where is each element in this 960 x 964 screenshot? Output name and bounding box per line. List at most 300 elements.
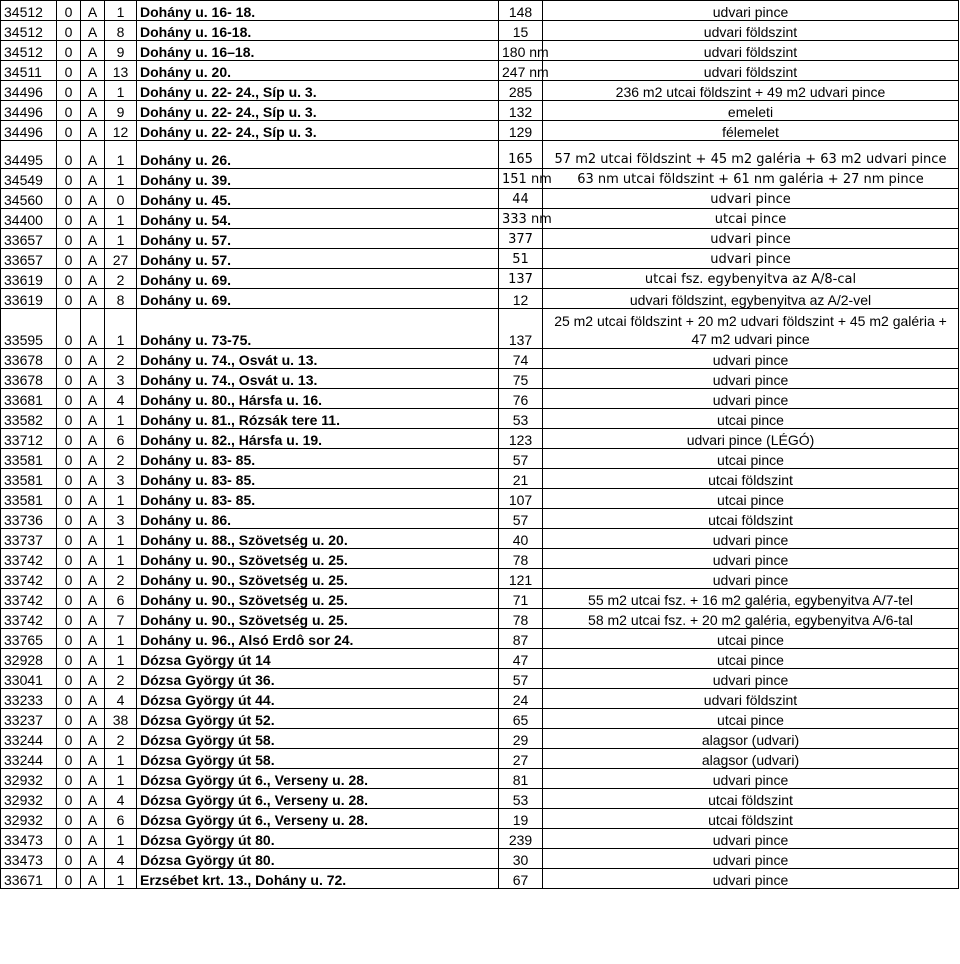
cell-id: 33678 [1, 349, 57, 369]
cell-address: Dohány u. 90., Szövetség u. 25. [137, 609, 499, 629]
cell-id: 33581 [1, 469, 57, 489]
table-row [1, 669, 959, 689]
cell-t: A [81, 669, 105, 689]
cell-id: 32932 [1, 769, 57, 789]
cell-desc: utcai pince [543, 209, 959, 229]
table-row [1, 309, 959, 349]
cell-desc: udvari földszint [543, 61, 959, 81]
cell-address: Dohány u. 69. [137, 269, 499, 289]
table-row [1, 449, 959, 469]
cell-address: Dohány u. 16–18. [137, 41, 499, 61]
cell-address: Dohány u. 54. [137, 209, 499, 229]
cell-z: 0 [57, 121, 81, 141]
cell-area: 27 [499, 749, 543, 769]
cell-address: Dohány u. 22- 24., Síp u. 3. [137, 121, 499, 141]
cell-z: 0 [57, 41, 81, 61]
cell-area: 47 [499, 649, 543, 669]
table-row [1, 689, 959, 709]
cell-z: 0 [57, 509, 81, 529]
cell-id: 33737 [1, 529, 57, 549]
cell-t: A [81, 141, 105, 169]
cell-t: A [81, 101, 105, 121]
table-row [1, 61, 959, 81]
cell-address: Dohány u. 74., Osvát u. 13. [137, 349, 499, 369]
cell-id: 33657 [1, 249, 57, 269]
cell-address: Dózsa György út 6., Verseny u. 28. [137, 769, 499, 789]
cell-n: 3 [105, 509, 137, 529]
cell-address: Dohány u. 57. [137, 229, 499, 249]
cell-id: 33678 [1, 369, 57, 389]
cell-n: 1 [105, 141, 137, 169]
cell-z: 0 [57, 169, 81, 189]
cell-address: Dózsa György út 14 [137, 649, 499, 669]
cell-n: 12 [105, 121, 137, 141]
cell-n: 38 [105, 709, 137, 729]
cell-t: A [81, 809, 105, 829]
cell-z: 0 [57, 249, 81, 269]
cell-address: Dózsa György út 6., Verseny u. 28. [137, 809, 499, 829]
table-row [1, 489, 959, 509]
cell-area: 15 [499, 21, 543, 41]
cell-id: 34496 [1, 121, 57, 141]
cell-desc: 63 nm utcai földszint + 61 nm galéria + 27 nm pince [543, 169, 959, 189]
cell-z: 0 [57, 81, 81, 101]
table-row [1, 121, 959, 141]
table-row [1, 289, 959, 309]
cell-area: 12 [499, 289, 543, 309]
cell-desc: 236 m2 utcai földszint + 49 m2 udvari pince [543, 81, 959, 101]
cell-t: A [81, 849, 105, 869]
cell-address: Dohány u. 74., Osvát u. 13. [137, 369, 499, 389]
cell-n: 9 [105, 41, 137, 61]
table-row [1, 141, 959, 169]
cell-desc: utcai földszint [543, 789, 959, 809]
cell-address: Dohány u. 96., Alsó Erdô sor 24. [137, 629, 499, 649]
table-row [1, 41, 959, 61]
cell-area: 151 nm [499, 169, 543, 189]
cell-id: 33619 [1, 269, 57, 289]
table-row [1, 249, 959, 269]
cell-area: 30 [499, 849, 543, 869]
table-row [1, 169, 959, 189]
cell-z: 0 [57, 469, 81, 489]
cell-area: 71 [499, 589, 543, 609]
cell-address: Dohány u. 90., Szövetség u. 25. [137, 569, 499, 589]
cell-z: 0 [57, 229, 81, 249]
cell-n: 1 [105, 869, 137, 889]
table-row [1, 1, 959, 21]
cell-n: 1 [105, 769, 137, 789]
cell-desc: udvari pince [543, 229, 959, 249]
cell-t: A [81, 649, 105, 669]
table-row [1, 629, 959, 649]
cell-desc: udvari pince [543, 849, 959, 869]
cell-desc: utcai pince [543, 649, 959, 669]
cell-id: 33237 [1, 709, 57, 729]
cell-n: 13 [105, 61, 137, 81]
cell-t: A [81, 629, 105, 649]
cell-area: 44 [499, 189, 543, 209]
table-row [1, 789, 959, 809]
cell-t: A [81, 869, 105, 889]
table-row [1, 369, 959, 389]
cell-area: 53 [499, 409, 543, 429]
cell-desc: 25 m2 utcai földszint + 20 m2 udvari földszint + 45 m2 galéria + 47 m2 udvari pince [543, 309, 959, 349]
cell-z: 0 [57, 809, 81, 829]
cell-id: 34496 [1, 101, 57, 121]
cell-id: 33765 [1, 629, 57, 649]
cell-n: 2 [105, 669, 137, 689]
cell-area: 107 [499, 489, 543, 509]
cell-n: 1 [105, 409, 137, 429]
cell-n: 2 [105, 569, 137, 589]
cell-area: 76 [499, 389, 543, 409]
cell-id: 34560 [1, 189, 57, 209]
cell-n: 3 [105, 369, 137, 389]
cell-z: 0 [57, 409, 81, 429]
cell-address: Dózsa György út 6., Verseny u. 28. [137, 789, 499, 809]
cell-z: 0 [57, 369, 81, 389]
cell-desc: udvari földszint [543, 41, 959, 61]
cell-address: Dohány u. 83- 85. [137, 489, 499, 509]
cell-z: 0 [57, 729, 81, 749]
cell-t: A [81, 389, 105, 409]
cell-z: 0 [57, 489, 81, 509]
cell-desc: utcai pince [543, 629, 959, 649]
cell-id: 33582 [1, 409, 57, 429]
cell-id: 33581 [1, 449, 57, 469]
cell-area: 247 nm [499, 61, 543, 81]
cell-address: Dohány u. 88., Szövetség u. 20. [137, 529, 499, 549]
cell-desc: udvari pince [543, 829, 959, 849]
cell-t: A [81, 689, 105, 709]
cell-t: A [81, 709, 105, 729]
cell-area: 239 [499, 829, 543, 849]
cell-id: 32932 [1, 789, 57, 809]
cell-z: 0 [57, 101, 81, 121]
cell-n: 4 [105, 849, 137, 869]
cell-id: 33473 [1, 849, 57, 869]
cell-z: 0 [57, 749, 81, 769]
cell-z: 0 [57, 309, 81, 349]
table-row [1, 101, 959, 121]
table-row [1, 849, 959, 869]
cell-id: 34512 [1, 1, 57, 21]
cell-desc: udvari pince [543, 669, 959, 689]
cell-z: 0 [57, 429, 81, 449]
cell-id: 34512 [1, 21, 57, 41]
cell-address: Dohány u. 39. [137, 169, 499, 189]
cell-z: 0 [57, 141, 81, 169]
cell-n: 1 [105, 229, 137, 249]
cell-n: 1 [105, 81, 137, 101]
cell-area: 21 [499, 469, 543, 489]
cell-address: Dohány u. 69. [137, 289, 499, 309]
cell-t: A [81, 509, 105, 529]
cell-n: 0 [105, 189, 137, 209]
cell-desc: udvari pince [543, 249, 959, 269]
cell-desc: udvari pince [543, 869, 959, 889]
cell-t: A [81, 729, 105, 749]
cell-desc: udvari pince (LÉGÓ) [543, 429, 959, 449]
cell-area: 148 [499, 1, 543, 21]
cell-desc: 58 m2 utcai fsz. + 20 m2 galéria, egybenyitva A/6-tal [543, 609, 959, 629]
cell-n: 2 [105, 449, 137, 469]
cell-desc: udvari pince [543, 569, 959, 589]
cell-desc: 57 m2 utcai földszint + 45 m2 galéria + 63 m2 udvari pince [543, 141, 959, 169]
cell-id: 33619 [1, 289, 57, 309]
table-row [1, 81, 959, 101]
cell-n: 4 [105, 389, 137, 409]
table-row [1, 229, 959, 249]
cell-z: 0 [57, 349, 81, 369]
cell-address: Dohány u. 26. [137, 141, 499, 169]
cell-id: 33041 [1, 669, 57, 689]
cell-n: 8 [105, 21, 137, 41]
cell-desc: udvari földszint, egybenyitva az A/2-vel [543, 289, 959, 309]
table-row [1, 729, 959, 749]
cell-address: Dohány u. 57. [137, 249, 499, 269]
cell-area: 40 [499, 529, 543, 549]
cell-id: 33712 [1, 429, 57, 449]
cell-z: 0 [57, 549, 81, 569]
cell-n: 1 [105, 629, 137, 649]
cell-desc: udvari pince [543, 349, 959, 369]
cell-address: Dózsa György út 58. [137, 749, 499, 769]
cell-address: Dohány u. 90., Szövetség u. 25. [137, 589, 499, 609]
cell-address: Dózsa György út 44. [137, 689, 499, 709]
cell-area: 87 [499, 629, 543, 649]
cell-t: A [81, 549, 105, 569]
cell-z: 0 [57, 769, 81, 789]
table-row [1, 549, 959, 569]
cell-address: Dohány u. 16-18. [137, 21, 499, 41]
cell-address: Dohány u. 16- 18. [137, 1, 499, 21]
cell-t: A [81, 369, 105, 389]
cell-t: A [81, 41, 105, 61]
cell-z: 0 [57, 609, 81, 629]
cell-area: 19 [499, 809, 543, 829]
cell-id: 33657 [1, 229, 57, 249]
cell-id: 34400 [1, 209, 57, 229]
cell-n: 1 [105, 529, 137, 549]
cell-z: 0 [57, 209, 81, 229]
cell-n: 2 [105, 269, 137, 289]
cell-n: 1 [105, 1, 137, 21]
cell-id: 33736 [1, 509, 57, 529]
cell-n: 6 [105, 429, 137, 449]
table-row [1, 509, 959, 529]
cell-desc: utcai földszint [543, 809, 959, 829]
cell-area: 53 [499, 789, 543, 809]
cell-n: 4 [105, 789, 137, 809]
cell-t: A [81, 121, 105, 141]
cell-address: Dohány u. 83- 85. [137, 449, 499, 469]
cell-desc: alagsor (udvari) [543, 729, 959, 749]
cell-t: A [81, 429, 105, 449]
cell-area: 180 nm [499, 41, 543, 61]
cell-area: 57 [499, 449, 543, 469]
cell-t: A [81, 409, 105, 429]
cell-address: Dózsa György út 58. [137, 729, 499, 749]
cell-t: A [81, 1, 105, 21]
cell-t: A [81, 209, 105, 229]
cell-n: 1 [105, 209, 137, 229]
cell-id: 33742 [1, 569, 57, 589]
cell-desc: udvari pince [543, 529, 959, 549]
cell-area: 24 [499, 689, 543, 709]
cell-t: A [81, 609, 105, 629]
cell-desc: 55 m2 utcai fsz. + 16 m2 galéria, egybenyitva A/7-tel [543, 589, 959, 609]
cell-address: Dohány u. 45. [137, 189, 499, 209]
table-row [1, 749, 959, 769]
cell-z: 0 [57, 849, 81, 869]
cell-z: 0 [57, 649, 81, 669]
cell-area: 137 [499, 309, 543, 349]
cell-area: 74 [499, 349, 543, 369]
cell-t: A [81, 21, 105, 41]
cell-address: Dohány u. 80., Hársfa u. 16. [137, 389, 499, 409]
cell-address: Dohány u. 20. [137, 61, 499, 81]
table-row [1, 409, 959, 429]
cell-id: 34495 [1, 141, 57, 169]
cell-desc: félemelet [543, 121, 959, 141]
cell-area: 65 [499, 709, 543, 729]
cell-z: 0 [57, 689, 81, 709]
cell-id: 33244 [1, 729, 57, 749]
cell-address: Dózsa György út 36. [137, 669, 499, 689]
cell-desc: utcai pince [543, 449, 959, 469]
cell-desc: udvari pince [543, 369, 959, 389]
cell-address: Dohány u. 81., Rózsák tere 11. [137, 409, 499, 429]
cell-area: 137 [499, 269, 543, 289]
cell-n: 1 [105, 549, 137, 569]
cell-id: 34512 [1, 41, 57, 61]
table-row [1, 709, 959, 729]
cell-n: 4 [105, 689, 137, 709]
cell-t: A [81, 81, 105, 101]
cell-z: 0 [57, 1, 81, 21]
cell-id: 34549 [1, 169, 57, 189]
table-row [1, 569, 959, 589]
table-row [1, 769, 959, 789]
table-row [1, 209, 959, 229]
cell-n: 2 [105, 349, 137, 369]
cell-id: 33742 [1, 589, 57, 609]
cell-z: 0 [57, 529, 81, 549]
cell-n: 8 [105, 289, 137, 309]
cell-t: A [81, 749, 105, 769]
cell-t: A [81, 169, 105, 189]
cell-desc: utcai földszint [543, 509, 959, 529]
cell-desc: utcai pince [543, 409, 959, 429]
cell-z: 0 [57, 589, 81, 609]
cell-area: 75 [499, 369, 543, 389]
cell-z: 0 [57, 189, 81, 209]
cell-t: A [81, 769, 105, 789]
cell-n: 27 [105, 249, 137, 269]
cell-id: 33742 [1, 549, 57, 569]
cell-n: 7 [105, 609, 137, 629]
cell-n: 1 [105, 829, 137, 849]
cell-area: 132 [499, 101, 543, 121]
cell-id: 33742 [1, 609, 57, 629]
cell-address: Dohány u. 73-75. [137, 309, 499, 349]
table-body [1, 1, 959, 889]
cell-n: 1 [105, 309, 137, 349]
cell-z: 0 [57, 829, 81, 849]
cell-z: 0 [57, 569, 81, 589]
cell-n: 3 [105, 469, 137, 489]
cell-area: 285 [499, 81, 543, 101]
cell-area: 78 [499, 609, 543, 629]
cell-area: 29 [499, 729, 543, 749]
cell-desc: utcai földszint [543, 469, 959, 489]
cell-address: Dohány u. 86. [137, 509, 499, 529]
cell-t: A [81, 349, 105, 369]
cell-area: 165 [499, 141, 543, 169]
cell-address: Dohány u. 90., Szövetség u. 25. [137, 549, 499, 569]
cell-area: 81 [499, 769, 543, 789]
table-row [1, 21, 959, 41]
cell-id: 33681 [1, 389, 57, 409]
cell-id: 32928 [1, 649, 57, 669]
cell-z: 0 [57, 389, 81, 409]
table-row [1, 429, 959, 449]
cell-z: 0 [57, 61, 81, 81]
table-row [1, 589, 959, 609]
cell-id: 34511 [1, 61, 57, 81]
cell-z: 0 [57, 269, 81, 289]
cell-z: 0 [57, 669, 81, 689]
cell-address: Dohány u. 82., Hársfa u. 19. [137, 429, 499, 449]
cell-t: A [81, 229, 105, 249]
cell-area: 57 [499, 509, 543, 529]
cell-desc: udvari földszint [543, 21, 959, 41]
cell-address: Erzsébet krt. 13., Dohány u. 72. [137, 869, 499, 889]
cell-desc: utcai pince [543, 489, 959, 509]
cell-address: Dohány u. 22- 24., Síp u. 3. [137, 81, 499, 101]
cell-n: 2 [105, 729, 137, 749]
cell-desc: udvari földszint [543, 689, 959, 709]
cell-id: 34496 [1, 81, 57, 101]
cell-id: 32932 [1, 809, 57, 829]
table-row [1, 829, 959, 849]
cell-area: 67 [499, 869, 543, 889]
cell-z: 0 [57, 449, 81, 469]
cell-address: Dohány u. 22- 24., Síp u. 3. [137, 101, 499, 121]
cell-address: Dózsa György út 80. [137, 849, 499, 869]
cell-area: 121 [499, 569, 543, 589]
table-row [1, 529, 959, 549]
cell-n: 9 [105, 101, 137, 121]
cell-z: 0 [57, 869, 81, 889]
cell-id: 33595 [1, 309, 57, 349]
cell-id: 33671 [1, 869, 57, 889]
cell-n: 6 [105, 809, 137, 829]
cell-desc: alagsor (udvari) [543, 749, 959, 769]
cell-n: 1 [105, 749, 137, 769]
cell-t: A [81, 189, 105, 209]
cell-area: 123 [499, 429, 543, 449]
cell-desc: utcai fsz. egybenyitva az A/8-cal [543, 269, 959, 289]
cell-n: 1 [105, 489, 137, 509]
cell-id: 33473 [1, 829, 57, 849]
table-row [1, 869, 959, 889]
cell-area: 333 nm [499, 209, 543, 229]
cell-id: 33244 [1, 749, 57, 769]
cell-t: A [81, 249, 105, 269]
